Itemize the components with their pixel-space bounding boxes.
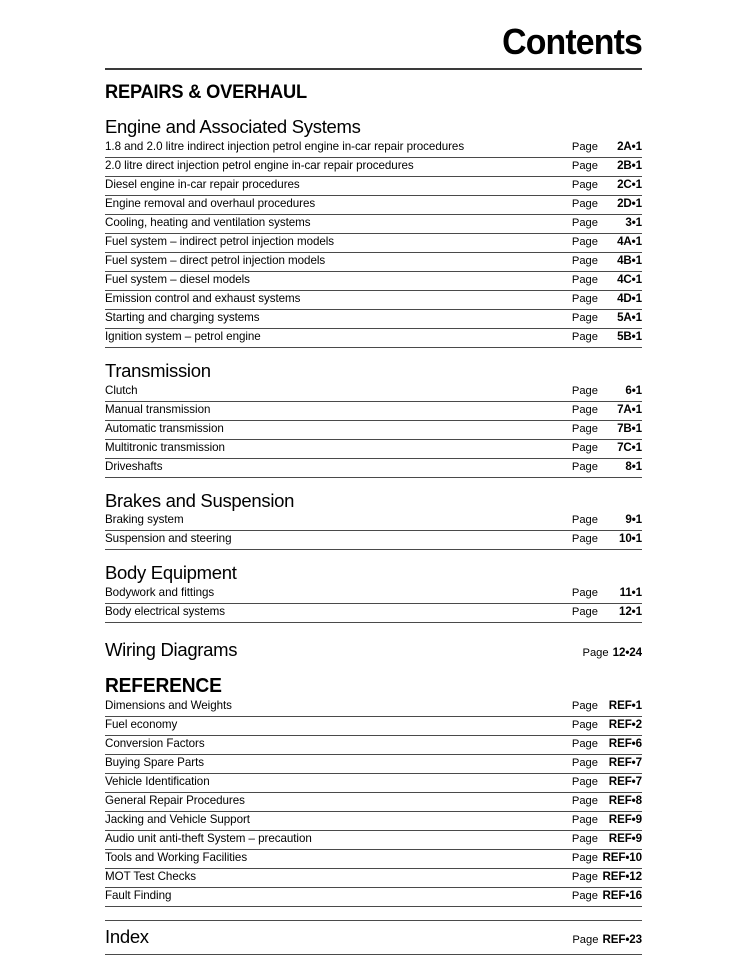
contents-row-title: Clutch — [105, 383, 138, 397]
contents-row-page-number: 5B•1 — [617, 329, 642, 343]
index-title: Index — [105, 926, 149, 948]
contents-row-title: Fuel system – diesel models — [105, 272, 250, 286]
contents-row[interactable] — [105, 402, 642, 421]
contents-row-page-label: Page — [571, 606, 598, 619]
contents-row-page-number: REF•10 — [602, 851, 642, 865]
contents-row-title: Suspension and steering — [105, 532, 232, 546]
contents-row-title: Body electrical systems — [105, 605, 225, 619]
contents-row-page-label: Page — [571, 719, 598, 732]
contents-row-page-number: 9•1 — [625, 513, 642, 527]
contents-row-page-label: Page — [571, 460, 598, 473]
contents-row-title: Fault Finding — [105, 889, 172, 903]
contents-row[interactable] — [105, 831, 642, 850]
contents-row-title: 2.0 litre direct injection petrol engine in-car repair procedures — [105, 158, 414, 172]
contents-row-page-label: Page — [571, 384, 598, 397]
contents-row-page-number: 2A•1 — [617, 139, 642, 153]
contents-row-page-label: Page — [571, 178, 598, 191]
contents-row[interactable] — [105, 253, 642, 272]
standalone-page-label: Page — [582, 647, 609, 660]
contents-row-title: Cooling, heating and ventilation systems — [105, 215, 311, 229]
contents-row-page-number: 6•1 — [625, 383, 642, 397]
contents-row-title: Driveshafts — [105, 459, 163, 473]
contents-row-page-label: Page — [571, 871, 598, 884]
contents-row-page-label: Page — [571, 254, 598, 267]
contents-row-page-number: 4B•1 — [617, 253, 642, 267]
contents-row[interactable] — [105, 177, 642, 196]
contents-row-title: MOT Test Checks — [105, 870, 196, 884]
contents-row-page-label: Page — [571, 422, 598, 435]
contents-row-title: Conversion Factors — [105, 737, 205, 751]
contents-row-page-label: Page — [571, 441, 598, 454]
standalone-page-number: 12•24 — [612, 646, 642, 660]
contents-row-page-number: REF•1 — [608, 699, 642, 713]
contents-row-page-label: Page — [571, 216, 598, 229]
contents-row-page-label: Page — [571, 292, 598, 305]
index-page-label: Page — [572, 934, 599, 947]
contents-row-page-label: Page — [571, 330, 598, 343]
contents-row[interactable] — [105, 272, 642, 291]
contents-row[interactable] — [105, 717, 642, 736]
contents-row-page-number: REF•16 — [602, 889, 642, 903]
contents-page — [105, 0, 642, 955]
contents-row-page-label: Page — [571, 833, 598, 846]
contents-row-page-number: REF•6 — [608, 737, 642, 751]
part-heading-repairs-overhaul: REPAIRS & OVERHAUL — [105, 82, 307, 103]
contents-row[interactable] — [105, 196, 642, 215]
contents-row-page-number: 8•1 — [625, 459, 642, 473]
contents-row[interactable] — [105, 310, 642, 329]
page-title: Contents — [502, 21, 642, 62]
contents-row[interactable] — [105, 793, 642, 812]
contents-row-title: Braking system — [105, 513, 184, 527]
contents-row-page-number: 7A•1 — [617, 402, 642, 416]
contents-row-page-label: Page — [571, 587, 598, 600]
contents-row[interactable] — [105, 869, 642, 888]
contents-row-page-number: REF•9 — [608, 813, 642, 827]
contents-row-page-label: Page — [571, 403, 598, 416]
section-heading-body-equipment: Body Equipment — [105, 562, 237, 584]
contents-row-title: Fuel system – direct petrol injection models — [105, 253, 326, 267]
contents-row-page-label: Page — [571, 533, 598, 546]
contents-row-page-label: Page — [571, 738, 598, 751]
contents-row-title: Tools and Working Facilities — [105, 851, 248, 865]
contents-row-page-number: 4A•1 — [617, 234, 642, 248]
title-block — [105, 0, 642, 70]
contents-row[interactable] — [105, 291, 642, 310]
contents-row-title: Diesel engine in-car repair procedures — [105, 177, 300, 191]
contents-body — [105, 82, 642, 955]
contents-row-page-label: Page — [571, 514, 598, 527]
contents-row-page-label: Page — [571, 776, 598, 789]
contents-row-page-number: REF•8 — [608, 794, 642, 808]
contents-row[interactable] — [105, 736, 642, 755]
contents-row-title: Automatic transmission — [105, 421, 224, 435]
contents-row-title: Audio unit anti-theft System – precaution — [105, 832, 312, 846]
contents-row-title: Buying Spare Parts — [105, 756, 204, 770]
contents-row[interactable] — [105, 774, 642, 793]
index-row[interactable] — [105, 921, 642, 954]
contents-row-title: General Repair Procedures — [105, 794, 245, 808]
contents-row-page-number: 7B•1 — [617, 421, 642, 435]
index-page-number: REF•23 — [602, 933, 642, 947]
contents-row-title: Vehicle Identification — [105, 775, 210, 789]
contents-row-page-number: 3•1 — [625, 215, 642, 229]
contents-row[interactable] — [105, 531, 642, 550]
contents-row-page-number: 12•1 — [618, 605, 642, 619]
contents-row-page-number: 7C•1 — [617, 440, 642, 454]
contents-row-title: Ignition system – petrol engine — [105, 329, 261, 343]
contents-row-page-label: Page — [571, 795, 598, 808]
contents-row-title: Engine removal and overhaul procedures — [105, 196, 316, 210]
contents-row-title: Multitronic transmission — [105, 440, 225, 454]
contents-row-page-label: Page — [571, 700, 598, 713]
contents-row[interactable] — [105, 329, 642, 348]
contents-row[interactable] — [105, 139, 642, 158]
contents-row[interactable] — [105, 850, 642, 869]
contents-row-page-number: REF•2 — [608, 718, 642, 732]
contents-row-page-number: 2C•1 — [617, 177, 642, 191]
contents-row-page-label: Page — [571, 890, 598, 903]
contents-row[interactable] — [105, 383, 642, 402]
contents-row-title: Dimensions and Weights — [105, 699, 232, 713]
contents-row-page-number: REF•9 — [608, 832, 642, 846]
section-heading-brakes-and-suspension: Brakes and Suspension — [105, 489, 295, 511]
contents-row[interactable] — [105, 755, 642, 774]
contents-row-page-label: Page — [571, 159, 598, 172]
contents-row[interactable] — [105, 585, 642, 604]
contents-row-title: Manual transmission — [105, 402, 211, 416]
contents-row[interactable] — [105, 512, 642, 531]
contents-row-page-number: REF•7 — [608, 775, 642, 789]
contents-row-page-label: Page — [571, 140, 598, 153]
section-heading-engine-and-associated-systems: Engine and Associated Systems — [105, 116, 361, 137]
contents-row-page-number: 10•1 — [618, 532, 642, 546]
contents-row-page-number: 5A•1 — [617, 310, 642, 324]
contents-row[interactable] — [105, 234, 642, 253]
contents-row-page-number: REF•7 — [608, 756, 642, 770]
contents-row[interactable] — [105, 604, 642, 623]
contents-row-title: Fuel system – indirect petrol injection models — [105, 234, 335, 248]
part-heading-reference: REFERENCE — [105, 675, 222, 698]
contents-row-title: 1.8 and 2.0 litre indirect injection petrol engine in-car repair procedures — [105, 139, 465, 153]
contents-row-page-label: Page — [571, 235, 598, 248]
contents-row[interactable] — [105, 459, 642, 478]
contents-row-title: Emission control and exhaust systems — [105, 291, 301, 305]
contents-row[interactable] — [105, 888, 642, 907]
contents-row-title: Fuel economy — [105, 718, 178, 732]
contents-row-page-number: 2B•1 — [617, 158, 642, 172]
contents-row-title: Bodywork and fittings — [105, 586, 215, 600]
contents-row[interactable] — [105, 698, 642, 717]
contents-row-page-label: Page — [571, 852, 598, 865]
index-block — [105, 920, 642, 954]
standalone-title: Wiring Diagrams — [105, 639, 238, 661]
contents-row-page-label: Page — [571, 814, 598, 827]
contents-row-page-number: 4C•1 — [617, 272, 642, 286]
contents-row-title: Jacking and Vehicle Support — [105, 813, 250, 827]
standalone-row-wiring-diagrams[interactable] — [105, 638, 642, 661]
title-divider — [105, 68, 642, 70]
contents-row[interactable] — [105, 812, 642, 831]
contents-row[interactable] — [105, 158, 642, 177]
contents-row-page-label: Page — [571, 273, 598, 286]
contents-row-page-label: Page — [571, 757, 598, 770]
contents-row-page-number: 2D•1 — [617, 196, 642, 210]
contents-row-page-number: REF•12 — [602, 870, 642, 884]
section-heading-transmission: Transmission — [105, 359, 211, 381]
contents-row-page-label: Page — [571, 197, 598, 210]
contents-row-page-label: Page — [571, 311, 598, 324]
contents-row[interactable] — [105, 215, 642, 234]
contents-row[interactable] — [105, 440, 642, 459]
contents-row-page-number: 11•1 — [619, 586, 642, 600]
contents-row[interactable] — [105, 421, 642, 440]
contents-row-page-number: 4D•1 — [617, 291, 642, 305]
contents-row-title: Starting and charging systems — [105, 310, 260, 324]
